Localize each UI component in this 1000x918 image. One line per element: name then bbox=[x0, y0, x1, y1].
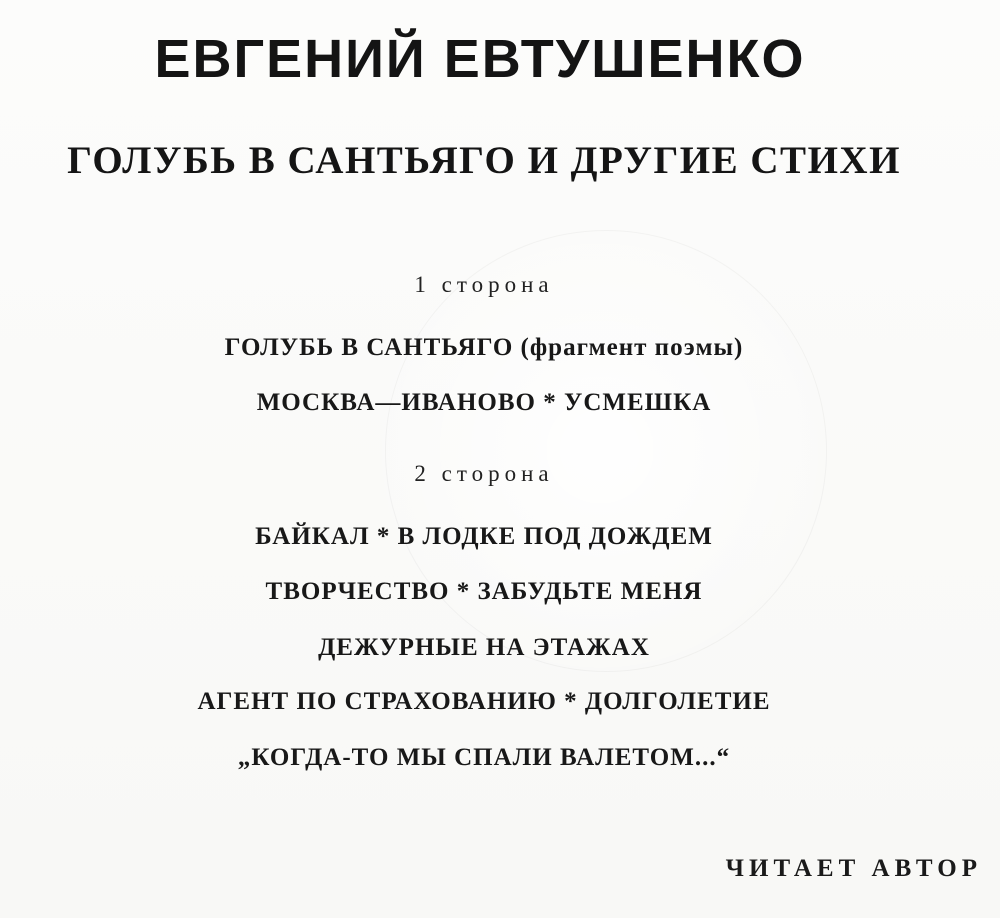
side-2-track-3: ДЕЖУРНЫЕ НА ЭТАЖАХ bbox=[318, 634, 650, 661]
side-1-label: 1 сторона bbox=[414, 272, 554, 297]
album-title: ГОЛУБЬ В САНТЬЯГО И ДРУГИЕ СТИХИ bbox=[67, 139, 901, 182]
side-1-track-1: ГОЛУБЬ В САНТЬЯГО (фрагмент поэмы) bbox=[224, 334, 744, 361]
reader-credit: ЧИТАЕТ АВТОР bbox=[725, 855, 982, 882]
side-1-track-2: МОСКВА—ИВАНОВО * УСМЕШКА bbox=[256, 389, 712, 416]
side-2-track-2: ТВОРЧЕСТВО * ЗАБУДЬТЕ МЕНЯ bbox=[265, 578, 703, 605]
side-2-track-1: БАЙКАЛ * В ЛОДКЕ ПОД ДОЖДЕМ bbox=[255, 523, 713, 550]
author-name: ЕВГЕНИЙ ЕВТУШЕНКО bbox=[154, 29, 806, 89]
side-2-track-4: АГЕНТ ПО СТРАХОВАНИЮ * ДОЛГОЛЕТИЕ bbox=[197, 688, 771, 715]
side-2-label: 2 сторона bbox=[414, 461, 554, 486]
side-2-track-5: „КОГДА-ТО МЫ СПАЛИ ВАЛЕТОМ...“ bbox=[237, 744, 731, 771]
